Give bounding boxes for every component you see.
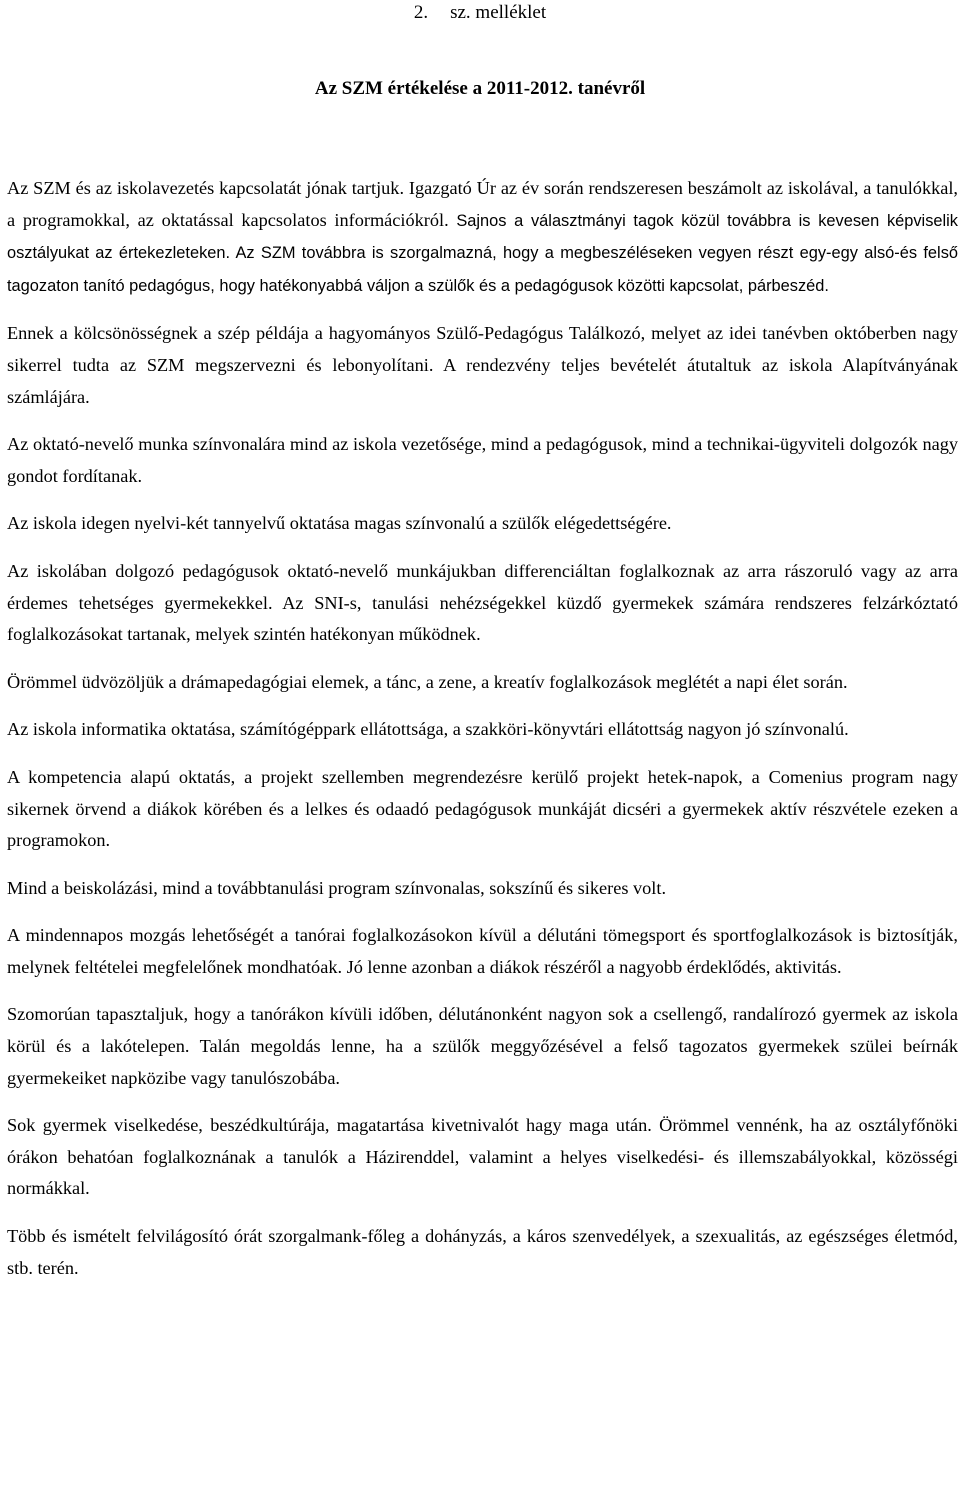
paragraph-daily-exercise: A mindennapos mozgás lehetőségét a tanórai foglalkozásokon kívül a délutáni tömegsport és sportfoglalkozások is biztosítják, melynek feltételei megfelelőnek mondhatóak. Jó lenne azonban a diákok részéről a nagyobb érdeklődés, aktivitás. bbox=[7, 925, 958, 977]
annex-number: 2. bbox=[413, 2, 429, 23]
annex-label: sz. melléklet bbox=[450, 2, 547, 23]
paragraph-differentiated-teaching: Az iskolában dolgozó pedagógusok oktató-nevelő munkájukban differenciáltan foglalkoznak az arra rászoruló vagy az arra érdemes tehetséges gyermekekkel. Az SNI-s, tanulási nehézségekkel küzdő gyermekek számára rendszeres felzárkóztató foglalkozásokat tartanak, melyek szintén hatékonyan működnek. bbox=[7, 560, 958, 645]
document-body bbox=[7, 173, 958, 1300]
paragraph-parent-teacher-meeting: Ennek a kölcsönösségnek a szép példája a hagyományos Szülő-Pedagógus Találkozó, melyet az idei tanévben októberben nagy sikerrel tudta az SZM megszervezni és lebonyolítani. A rendezvény teljes bevételét átutaltuk az iskola Alapítványának számlájára. bbox=[7, 323, 958, 407]
paragraph-enrollment: Mind a beiskolázási, mind a továbbtanulási program színvonalas, sokszínű és sikeres volt. bbox=[7, 877, 667, 898]
paragraph-teaching-quality: Az oktató-nevelő munka színvonalára mind az iskola vezetősége, mind a pedagógusok, mind a technikai-ügyviteli dolgozók nagy gondot fordítanak. bbox=[7, 434, 958, 486]
paragraph-competence-projects: A kompetencia alapú oktatás, a projekt szellemben megrendezésre kerülő projekt hetek-napok, a Comenius program nagy sikernek örvend a diákok körében és a lelkes és odaadó pedagógusok munkáját dicséri a gyermekek aktív részvétele ezeken a programokon. bbox=[7, 766, 958, 851]
annex-header bbox=[0, 0, 960, 26]
paragraph-szm-relations-serif: Az SZM és az iskolavezetés kapcsolatát jónak tartjuk. Igazgató Úr az év során rendszeresen beszámolt az iskolával, a tanulókkal, a programokkal, az oktatással kapcsolatos információkról. bbox=[7, 178, 958, 230]
paragraph-behavior: Sok gyermek viselkedése, beszédkultúrája, magatartása kivetnivalót hagy maga után. Örömmel vennénk, ha az osztályfőnöki órákon behatóan foglalkoznának a tanulók a Házirenddel, valamint a helyes viselkedési- és illemszabályokkal, közösségi normákkal. bbox=[7, 1115, 958, 1199]
paragraph-loitering-children: Szomorúan tapasztaljuk, hogy a tanórákon kívüli időben, délutánonként nagyon sok a csellengő, randalírozó gyermek az iskola körül és a lakótelepen. Talán megoldás lenne, ha a szülők meggyőzésével a felső tagozatos gyermekek szülei beírnák gyermekeiket napközibe vagy tanulószobába. bbox=[7, 1004, 958, 1088]
paragraph-informatics: Az iskola informatika oktatása, számítógéppark ellátottsága, a szakköri-könyvtári ellátottság nagyon jó színvonalú. bbox=[7, 719, 849, 740]
paragraph-language-education: Az iskola idegen nyelvi-két tannyelvű oktatása magas színvonalú a szülők elégedettségére. bbox=[7, 513, 672, 534]
paragraph-health-education: Több és ismételt felvilágosító órát szorgalmank-főleg a dohányzás, a káros szenvedélyek, a szexualitás, az egészséges életmód, stb. terén. bbox=[7, 1226, 958, 1278]
paragraph-szm-relations bbox=[7, 173, 958, 302]
paragraph-szm-relations-sans: Sajnos a választmányi tagok közül továbbra is kevesen képviselik osztályukat az értekezleteken. Az SZM továbbra is szorgalmazná, hogy a megbeszéléseken vegyen részt egy-egy alsó-és felső tagozaton tanító pedagógus, hogy hatékonyabbá váljon a szülők és a pedagógusok közötti kapcsolat, párbeszéd. bbox=[7, 211, 958, 295]
document-title: Az SZM értékelése a 2011-2012. tanévről bbox=[314, 78, 646, 99]
paragraph-drama-pedagogy: Örömmel üdvözöljük a drámapedagógiai elemek, a tánc, a zene, a kreatív foglalkozások meglétét a napi élet során. bbox=[7, 671, 848, 692]
